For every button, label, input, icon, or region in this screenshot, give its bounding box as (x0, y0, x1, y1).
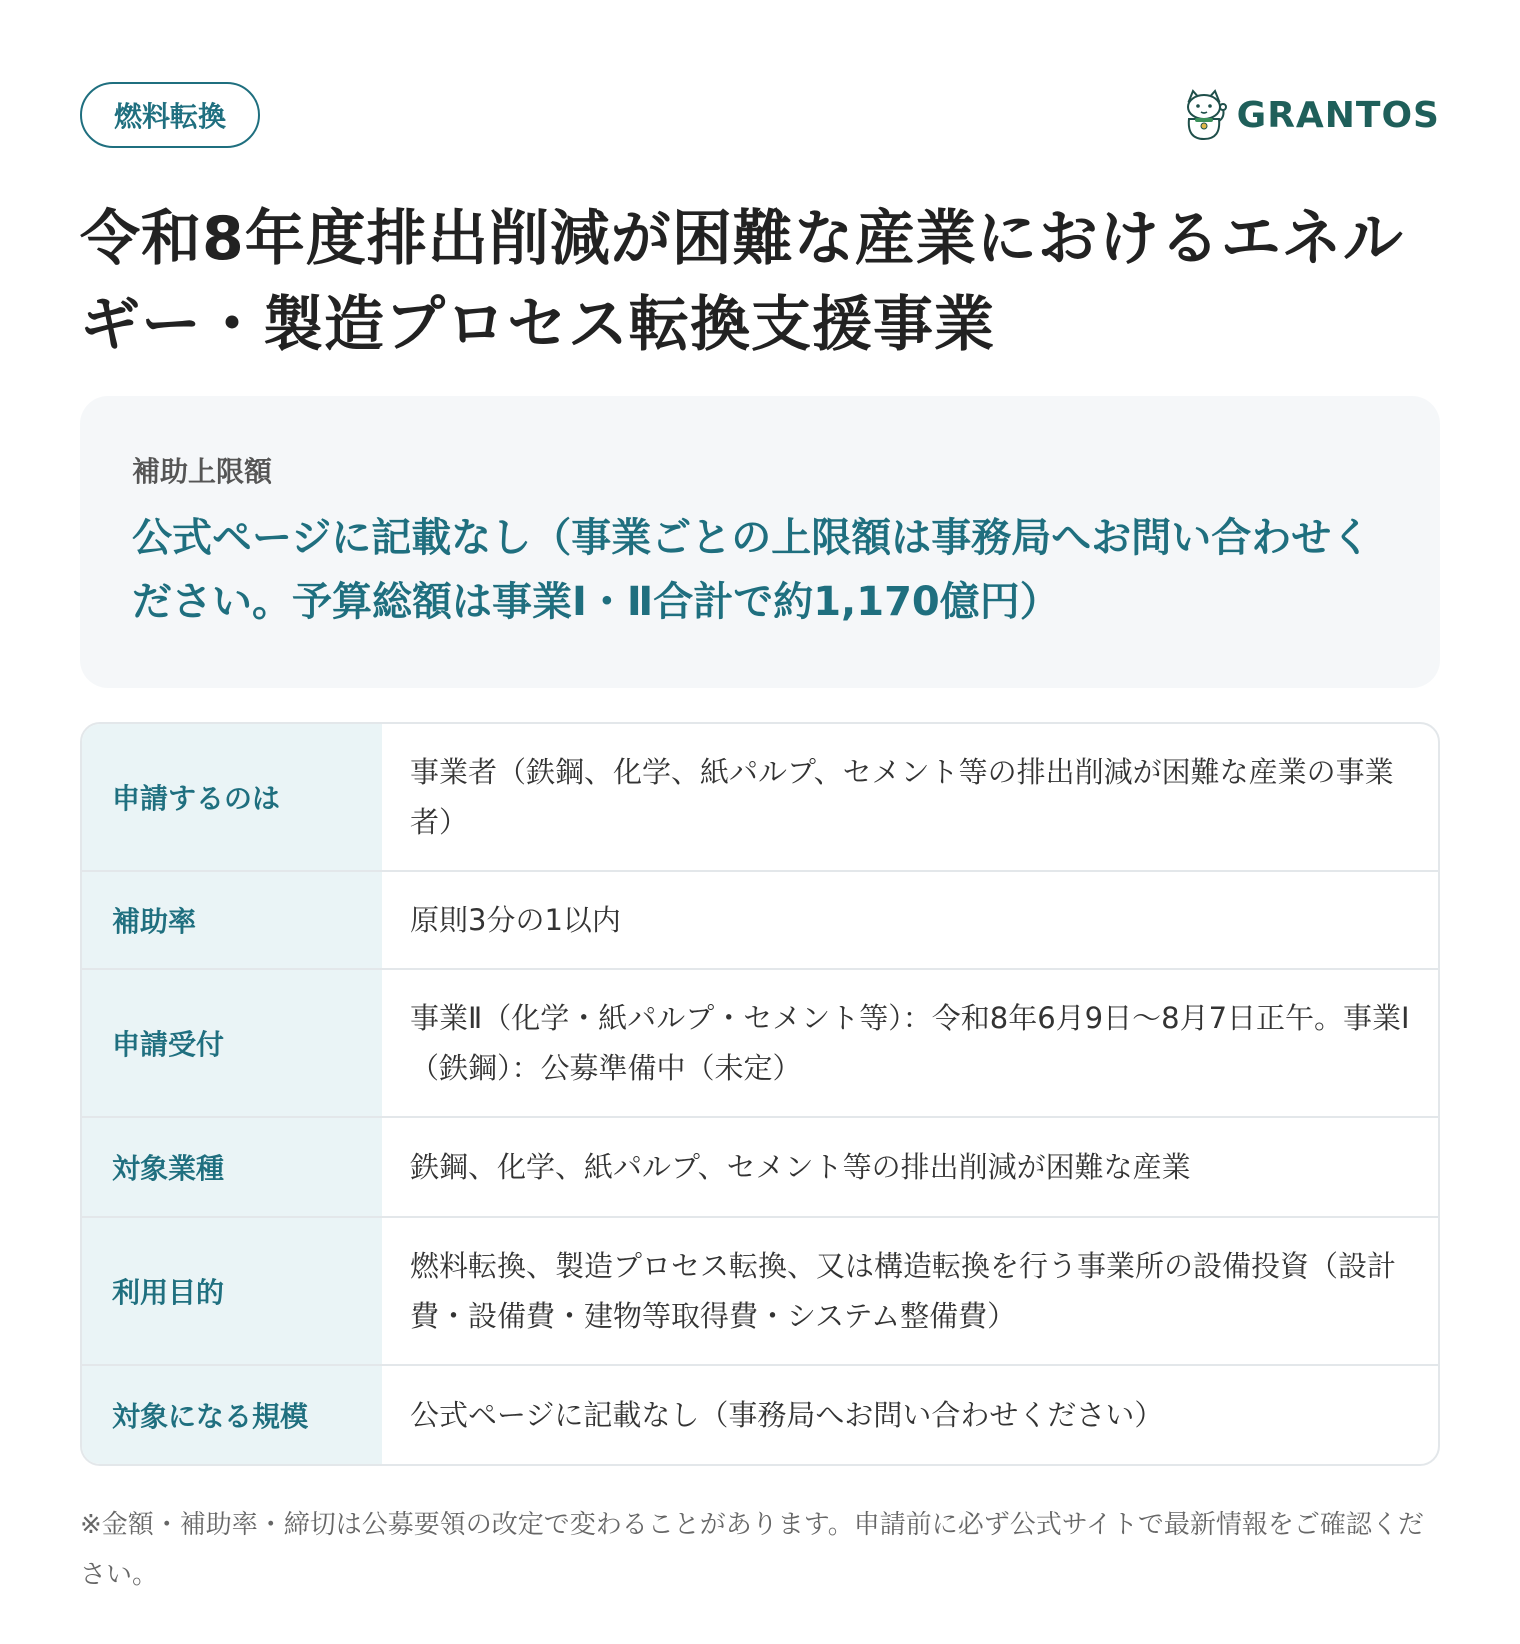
row-label-applicant: 申請するのは (82, 724, 382, 870)
row-label-scale: 対象になる規模 (82, 1366, 382, 1464)
header (80, 80, 1440, 150)
row-label-purpose: 利用目的 (82, 1218, 382, 1364)
row-label-industry: 対象業種 (82, 1118, 382, 1216)
page-title: 令和8年度排出削減が困難な産業におけるエネルギー・製造プロセス転換支援事業 (80, 204, 1404, 360)
brand-name: GRANTOS (1236, 94, 1440, 136)
table-row (82, 724, 1438, 870)
table-row (82, 1116, 1438, 1216)
subsidy-cap-box (80, 396, 1440, 688)
row-value-application-period: 事業Ⅱ（化学・紙パルプ・セメント等）：令和8年6月9日〜8月7日正午。事業Ⅰ（鉄鋼）：公募準備中（未定） (410, 1001, 1410, 1085)
footer-note: ※金額・補助率・締切は公募要領の改定で変わることがあります。申請前に必ず公式サイトで最新情報をご確認ください。 (80, 1510, 1424, 1590)
row-value-scale: 公式ページに記載なし（事務局へお問い合わせください） (410, 1398, 1164, 1432)
table-row (82, 1216, 1438, 1364)
maneki-neko-cat-icon (1181, 87, 1227, 143)
table-row (82, 968, 1438, 1116)
row-label-rate: 補助率 (82, 872, 382, 968)
brand (1181, 87, 1440, 143)
category-tag: 燃料転換 (80, 82, 260, 148)
row-value-applicant: 事業者（鉄鋼、化学、紙パルプ、セメント等の排出削減が困難な産業の事業者） (410, 755, 1394, 839)
table-row (82, 1364, 1438, 1464)
grant-summary-card (80, 80, 1440, 1600)
row-value-industry: 鉄鋼、化学、紙パルプ、セメント等の排出削減が困難な産業 (410, 1150, 1191, 1184)
row-label-application-period: 申請受付 (82, 970, 382, 1116)
row-value-purpose: 燃料転換、製造プロセス転換、又は構造転換を行う事業所の設備投資（設計費・設備費・建物等取得費・システム整備費） (410, 1249, 1397, 1333)
subsidy-cap-label: 補助上限額 (132, 455, 273, 488)
table-row (82, 870, 1438, 968)
subsidy-cap-value: 公式ページに記載なし（事業ごとの上限額は事務局へお問い合わせください。予算総額は事業Ⅰ・Ⅱ合計で約1,170億円） (132, 515, 1372, 625)
details-table (80, 722, 1440, 1466)
row-value-rate: 原則3分の1以内 (410, 903, 621, 937)
